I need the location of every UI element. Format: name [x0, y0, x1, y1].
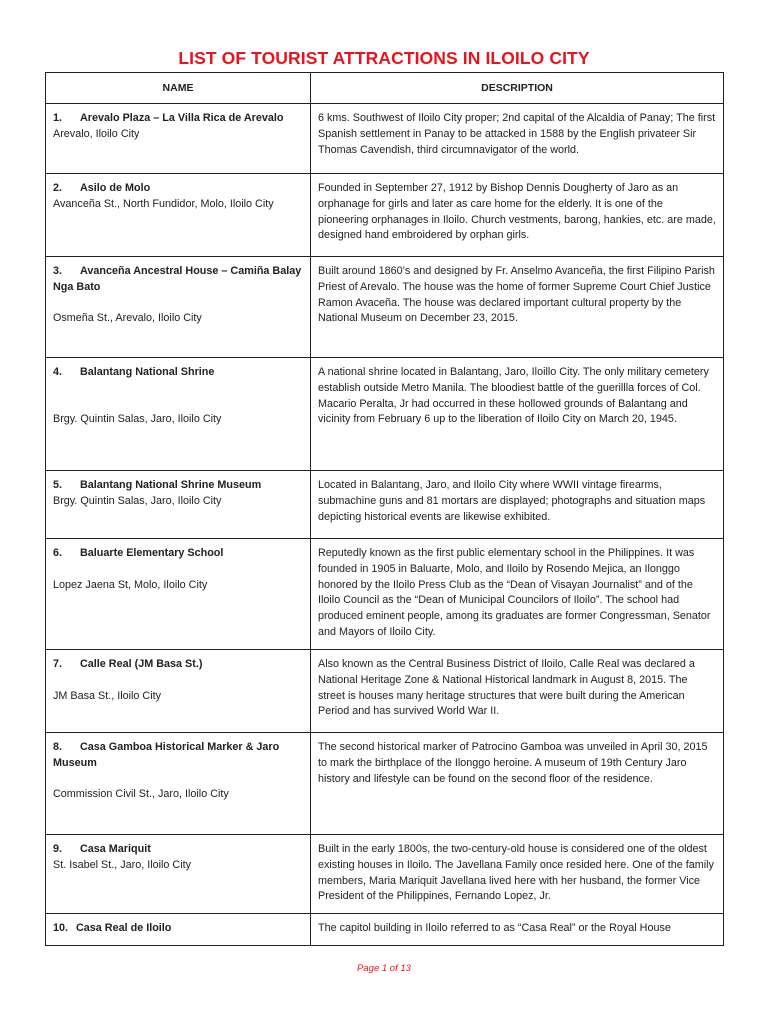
attraction-address: Commission Civil St., Jaro, Iloilo City: [53, 788, 229, 801]
table-row: [46, 174, 724, 257]
attraction-name: Balantang National Shrine Museum: [80, 479, 262, 491]
table-row: [46, 358, 724, 471]
attraction-name: Avanceña Ancestral House – Camiña Balay Nga Bato: [53, 265, 302, 293]
attraction-description: 6 kms. Southwest of Iloilo City proper; 2nd capital of the Alcaldia of Panay; The first Spanish settlement in Panay to be attacked in 1588 by the English privateer Sir Thomas Cavendish, third circumnavigator of the world.: [311, 104, 724, 174]
table-row: [46, 471, 724, 539]
attraction-description: A national shrine located in Balantang, Jaro, Iloillo City. The only military cemetery establish outside Metro Manila. The bloodiest battle of the guerillla forces of Col. Macario Peralta, Jr had occurred in these hollowed grounds of Balantang and vicinity from February 6 up to the liberation of Iloilo City on March 20, 1945.: [311, 358, 724, 471]
attraction-address: Brgy. Quintin Salas, Jaro, Iloilo City: [53, 494, 222, 507]
page-number-footer: Page 1 of 13: [357, 963, 411, 974]
row-number: 5.: [53, 479, 63, 491]
attraction-name: Arevalo Plaza – La Villa Rica de Arevalo: [80, 112, 284, 124]
row-number: 2.: [53, 182, 63, 194]
attraction-name: Calle Real (JM Basa St.): [80, 658, 203, 670]
table-header-row: [46, 73, 724, 104]
attraction-description: Located in Balantang, Jaro, and Iloilo City where WWII vintage firearms, submachine guns and 81 mortars are displayed; photographs and situation maps depicting historical events are likewise exhibited.: [311, 471, 724, 539]
attraction-name-cell: [46, 914, 311, 946]
table-row: [46, 650, 724, 733]
attraction-description: Built around 1860’s and designed by Fr. Anselmo Avanceña, the first Filipino Parish Priest of Arevalo. The house was the home of former Supreme Court Chief Justice Ramon Avaceña. The house was declared important cultural property by the National Museum on December 23, 2015.: [311, 257, 724, 358]
attraction-address: JM Basa St., Iloilo City: [53, 689, 162, 702]
attraction-address: Brgy. Quintin Salas, Jaro, Iloilo City: [53, 413, 222, 426]
name-column-header: NAME: [46, 73, 311, 104]
table-row: [46, 104, 724, 174]
row-number: 10.: [53, 922, 69, 934]
row-number: 1.: [53, 112, 63, 124]
attraction-description: Built in the early 1800s, the two-century-old house is considered one of the oldest existing houses in Iloilo. The Javellana Family once resided here. One of the family members, Maria Mariquit Javellana lived here with her husband, the former Vice President of the Philippines, Fernando Lopez, Jr.: [311, 835, 724, 914]
attraction-address: Avanceña St., North Fundidor, Molo, Iloilo City: [53, 197, 274, 210]
attraction-name-cell: [46, 835, 311, 914]
attractions-table: [45, 72, 724, 946]
attraction-address: St. Isabel St., Jaro, Iloilo City: [53, 858, 192, 871]
row-number: 8.: [53, 741, 63, 753]
attraction-name: Casa Gamboa Historical Marker & Jaro Museum: [53, 741, 280, 769]
attraction-address: Osmeña St., Arevalo, Iloilo City: [53, 312, 202, 325]
table-row: [46, 539, 724, 650]
attraction-description: The second historical marker of Patrocino Gamboa was unveiled in April 30, 2015 to mark the birthplace of the Ilonggo heroine. A museum of 19th Century Jaro history and lifestyle can be found on the second floor of the residence.: [311, 733, 724, 835]
table-row: [46, 835, 724, 914]
attraction-address: Lopez Jaena St, Molo, Iloilo City: [53, 578, 208, 591]
attraction-name-cell: [46, 257, 311, 358]
attraction-name-cell: [46, 104, 311, 174]
attraction-name: Casa Mariquit: [80, 843, 151, 855]
attraction-name: Balantang National Shrine: [80, 366, 215, 378]
attraction-name: Baluarte Elementary School: [80, 547, 224, 559]
attraction-name: Asilo de Molo: [80, 182, 151, 194]
attraction-name-cell: [46, 539, 311, 650]
row-number: 6.: [53, 547, 63, 559]
description-column-header: DESCRIPTION: [311, 73, 724, 104]
attraction-description: Reputedly known as the first public elementary school in the Philippines. It was founded in 1905 in Baluarte, Molo, and Iloilo by Rosendo Mejica, an Ilonggo honored by the Iloilo Press Club as the “Dean of Visayan Journalist” and of the Iloilo Council as the “Dean of Municipal Councilors of Iloilo”. The school had produced eminent people, among its graduates are former Congressman, Senator and Mayors of Iloilo City.: [311, 539, 724, 650]
document-title: LIST OF TOURIST ATTRACTIONS IN ILOILO CITY: [178, 48, 590, 68]
attraction-description: The capitol building in Iloilo referred to as “Casa Real” or the Royal House: [311, 914, 724, 946]
attraction-name-cell: [46, 358, 311, 471]
attraction-description: Founded in September 27, 1912 by Bishop Dennis Dougherty of Jaro as an orphanage for girls and later as care home for the elderly. It is one of the pioneering orphanages in Iloilo. Church vestments, barong, hankies, etc. are made, designed hand embroidered by orphan girls.: [311, 174, 724, 257]
table-row: [46, 257, 724, 358]
table-row: [46, 733, 724, 835]
attraction-address: Arevalo, Iloilo City: [53, 127, 140, 140]
attraction-name-cell: [46, 471, 311, 539]
row-number: 7.: [53, 658, 63, 670]
row-number: 4.: [53, 366, 63, 378]
row-number: 9.: [53, 843, 63, 855]
row-number: 3.: [53, 265, 63, 277]
attraction-name: Casa Real de Iloilo: [76, 922, 172, 934]
attraction-name-cell: [46, 733, 311, 835]
table-row: [46, 914, 724, 946]
attraction-name-cell: [46, 650, 311, 733]
attraction-name-cell: [46, 174, 311, 257]
attraction-description: Also known as the Central Business District of Iloilo, Calle Real was declared a National Heritage Zone & National Historical landmark in August 8, 2015. The street is houses many heritage structures that were built during the American Period and has survived World War II.: [311, 650, 724, 733]
